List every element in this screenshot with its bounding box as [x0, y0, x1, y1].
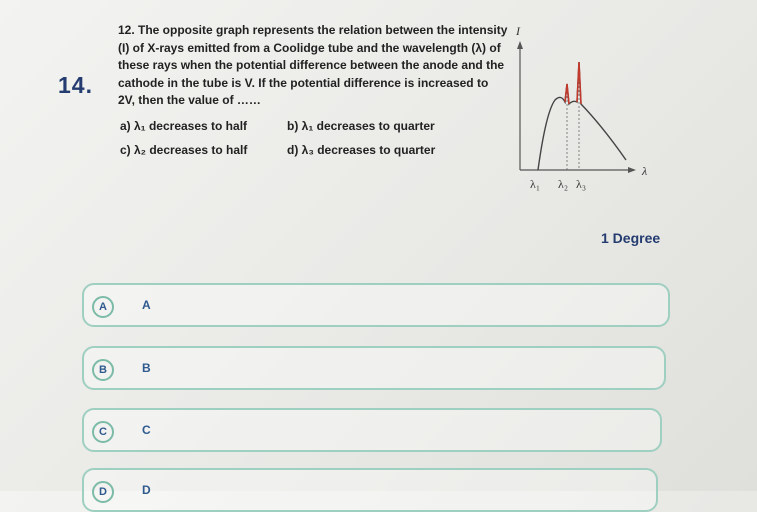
characteristic-peaks — [565, 62, 581, 104]
answer-option-a[interactable] — [82, 283, 670, 327]
y-axis-label: I — [516, 24, 520, 38]
degree-label: 1 Degree — [601, 230, 661, 246]
answer-option-b[interactable] — [82, 346, 666, 390]
answer-value-d: D — [142, 483, 151, 497]
x-axis-label: λ — [642, 164, 648, 178]
intensity-wavelength-graph — [508, 22, 678, 197]
answer-letter-a: A — [92, 296, 114, 318]
x-axis-arrow — [628, 167, 636, 173]
answer-letter-d: D — [92, 481, 114, 503]
tick-lambda2: λ₂ — [558, 177, 569, 191]
answer-option-c[interactable] — [82, 408, 662, 452]
intensity-curve — [538, 62, 626, 170]
question-number: 14. — [58, 72, 93, 98]
question-text: 12. The opposite graph represents the relation between the intensity (I) of X-rays emitted from a Coolidge tube and the wavelength (λ) of these rays when the potential difference between the anode and the cathode in the tube is V. If the potential difference is increased to 2V, then the value of …… — [118, 23, 508, 108]
option-c: c) λ₂ decreases to half — [120, 143, 248, 157]
answer-value-a: A — [142, 298, 151, 312]
tick-lambda1: λ₁ — [530, 177, 541, 191]
answer-letter-b: B — [92, 359, 114, 381]
tick-lambda3: λ₃ — [576, 177, 587, 191]
option-b: b) λ₁ decreases to quarter — [287, 119, 435, 133]
answer-value-c: C — [142, 423, 151, 437]
answer-letter-c: C — [92, 421, 114, 443]
y-axis-arrow — [517, 41, 523, 49]
option-a: a) λ₁ decreases to half — [120, 119, 248, 133]
option-d: d) λ₃ decreases to quarter — [287, 143, 436, 157]
answer-option-d[interactable] — [82, 468, 658, 512]
answer-value-b: B — [142, 361, 151, 375]
